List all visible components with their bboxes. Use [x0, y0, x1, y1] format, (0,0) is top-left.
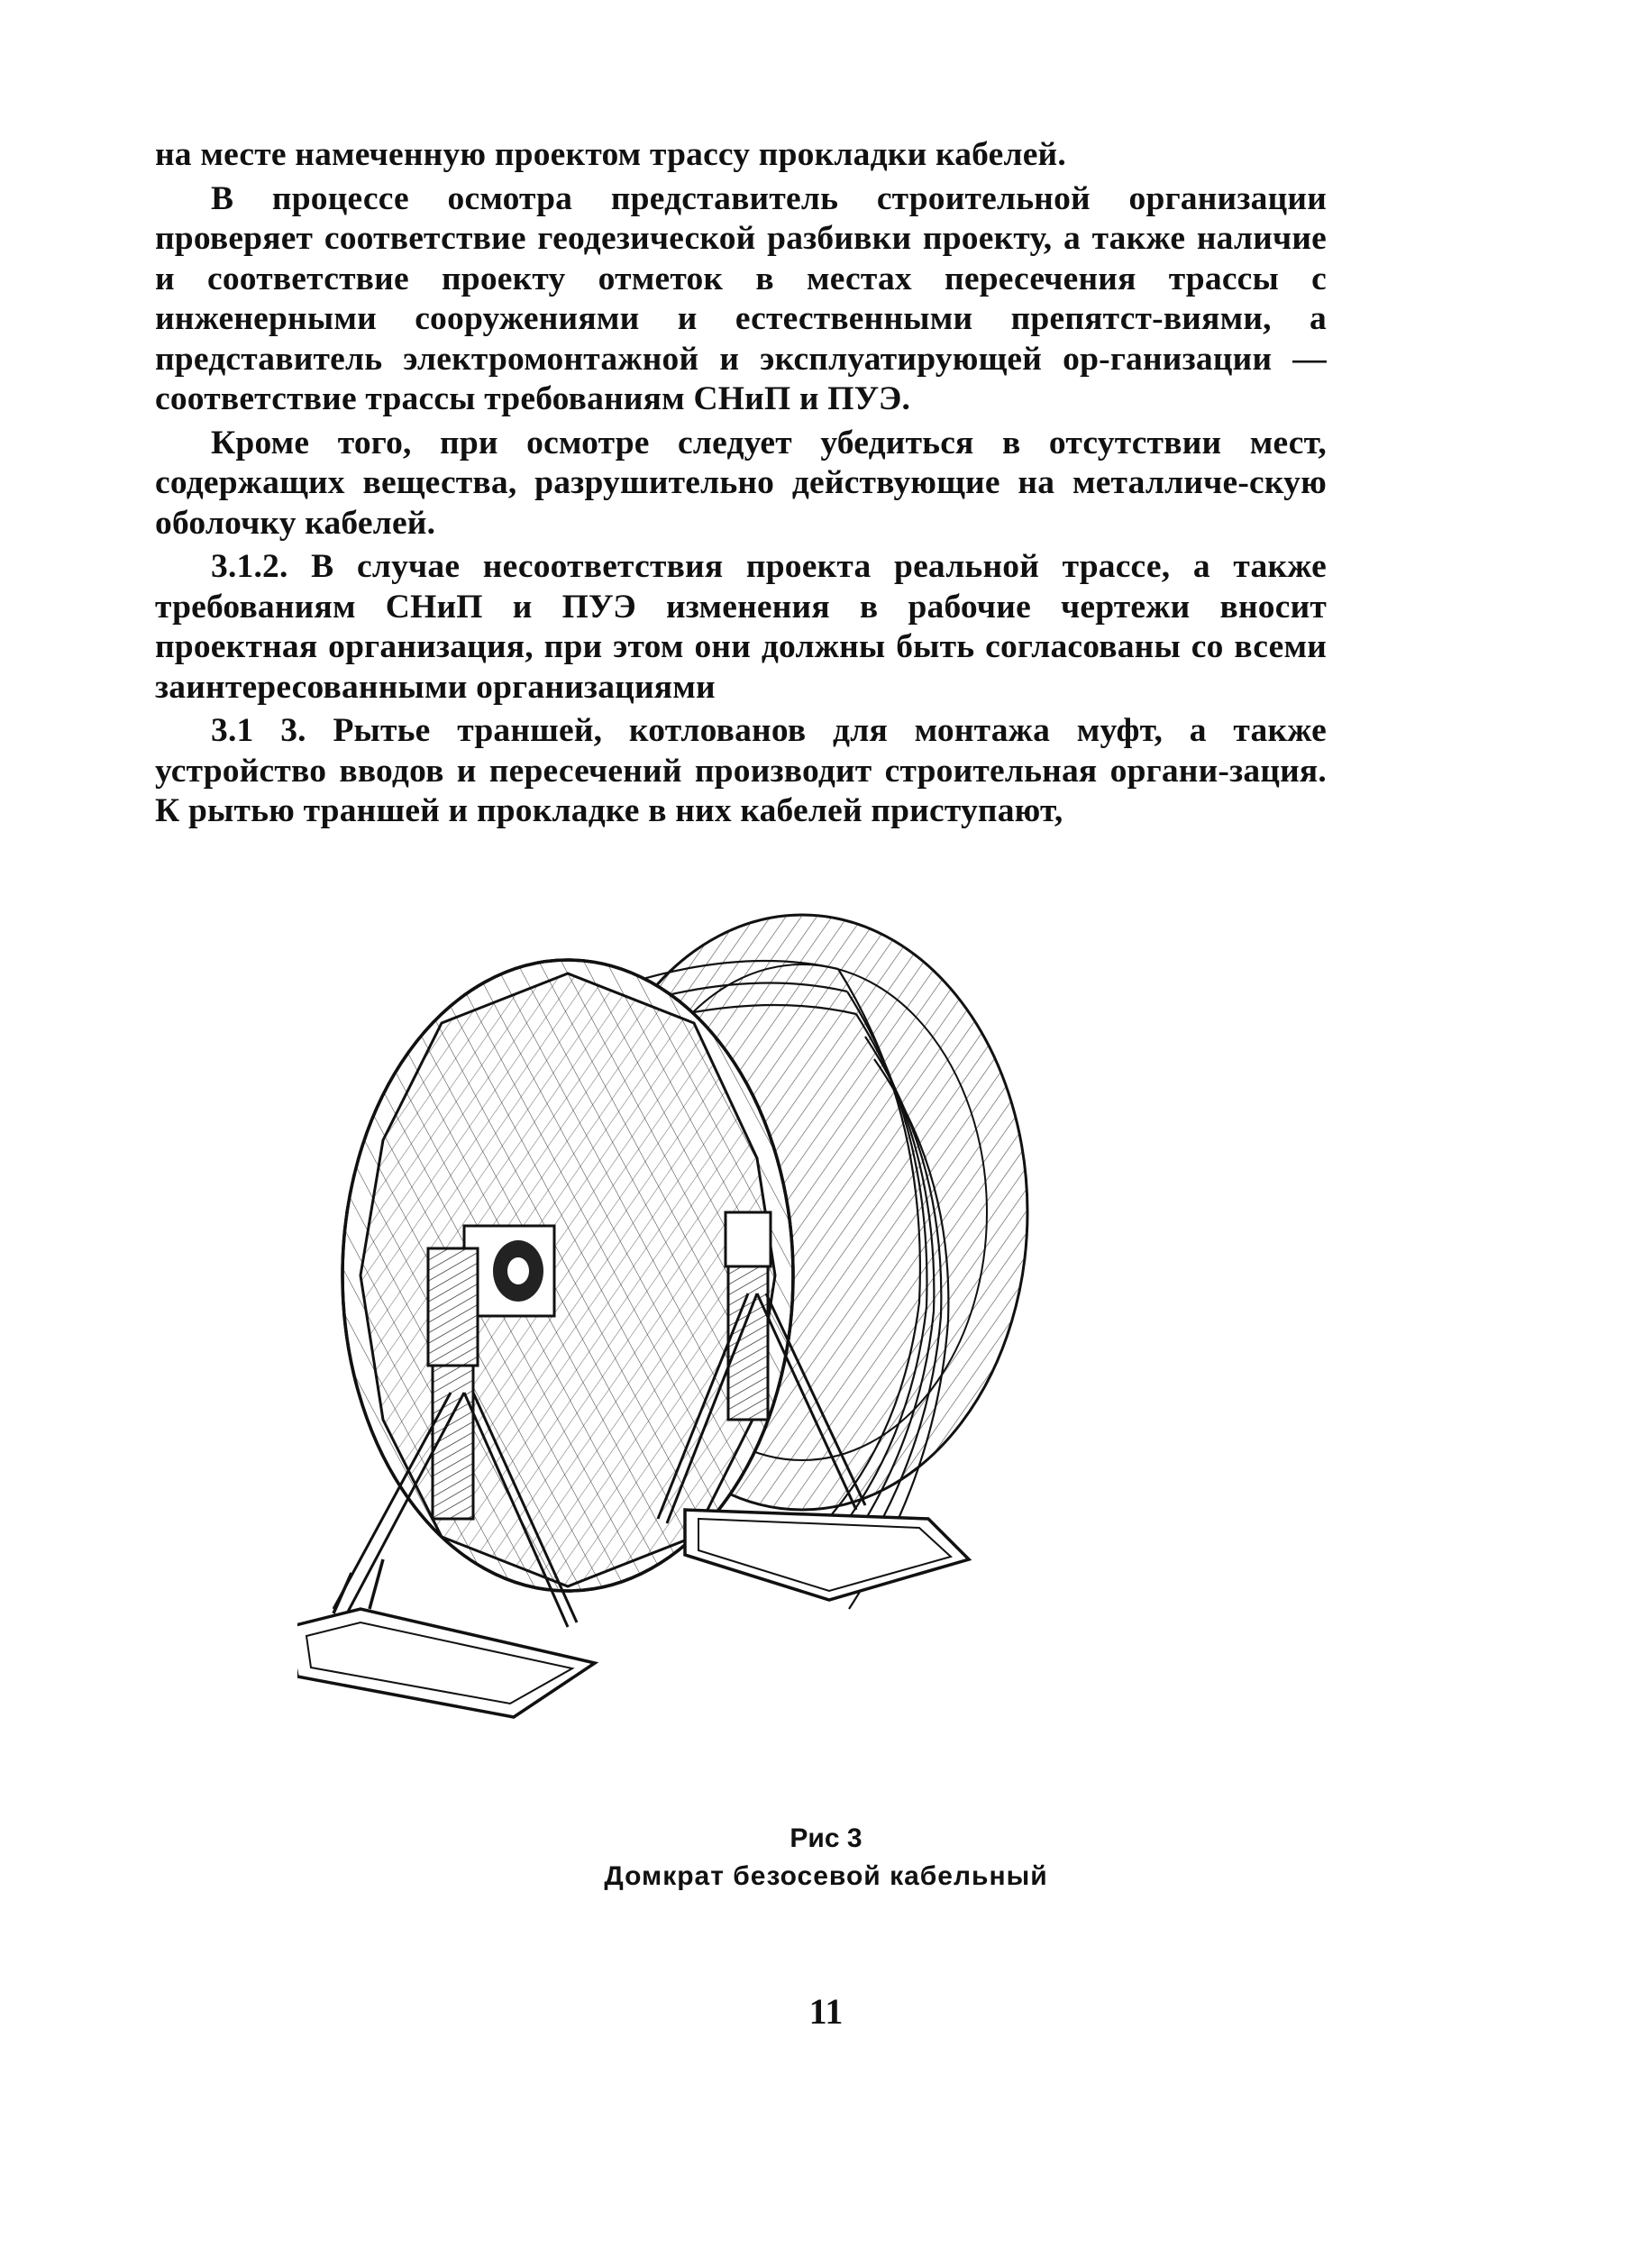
- paragraph-continuation: на месте намеченную проектом трассу прокладки кабелей.: [155, 136, 1066, 173]
- paragraph-metal-sheath: Кроме того, при осмотре следует убедиться в отсутствии мест, содержащих вещества, разрушительно действующие на металличе-скую оболочку кабелей.: [155, 424, 1327, 542]
- cable-drum-jack-drawing: [297, 888, 1036, 1789]
- page-number: 11: [808, 1991, 844, 2032]
- right-base-frame: [685, 1510, 969, 1600]
- paragraph-inspection: В процессе осмотра представитель строительной организации проверяет соответствие геодезической разбивки проекту, а также наличие и соответствие проекту отметок в местах пересечения трассы с инженерными сооружениями и естественными препятст-виями, а представитель электромонтажной и эксплуатирующей ор-ганизации — соответствие трассы требованиям СНиП и ПУЭ.: [155, 179, 1327, 417]
- paragraph-3-1-3: 3.1 3. Рытье траншей, котлованов для монтажа муфт, а также устройство вводов и пересечений производит строительная органи-зация. К рытью траншей и прокладке в них кабелей приступают,: [155, 712, 1327, 829]
- figure-number: Рис 3: [789, 1823, 863, 1853]
- figure-caption: Домкрат безосевой кабельный: [604, 1861, 1048, 1891]
- body-text: [155, 135, 1327, 832]
- figure-cable-jack-illustration: [297, 888, 1036, 1789]
- paragraph-3-1-2: 3.1.2. В случае несоответствия проекта реальной трассе, а также требованиям СНиП и ПУЭ изменения в рабочие чертежи вносит проектная организация, при этом они должны быть согласованы со всеми заинтересованными организациями: [155, 548, 1327, 706]
